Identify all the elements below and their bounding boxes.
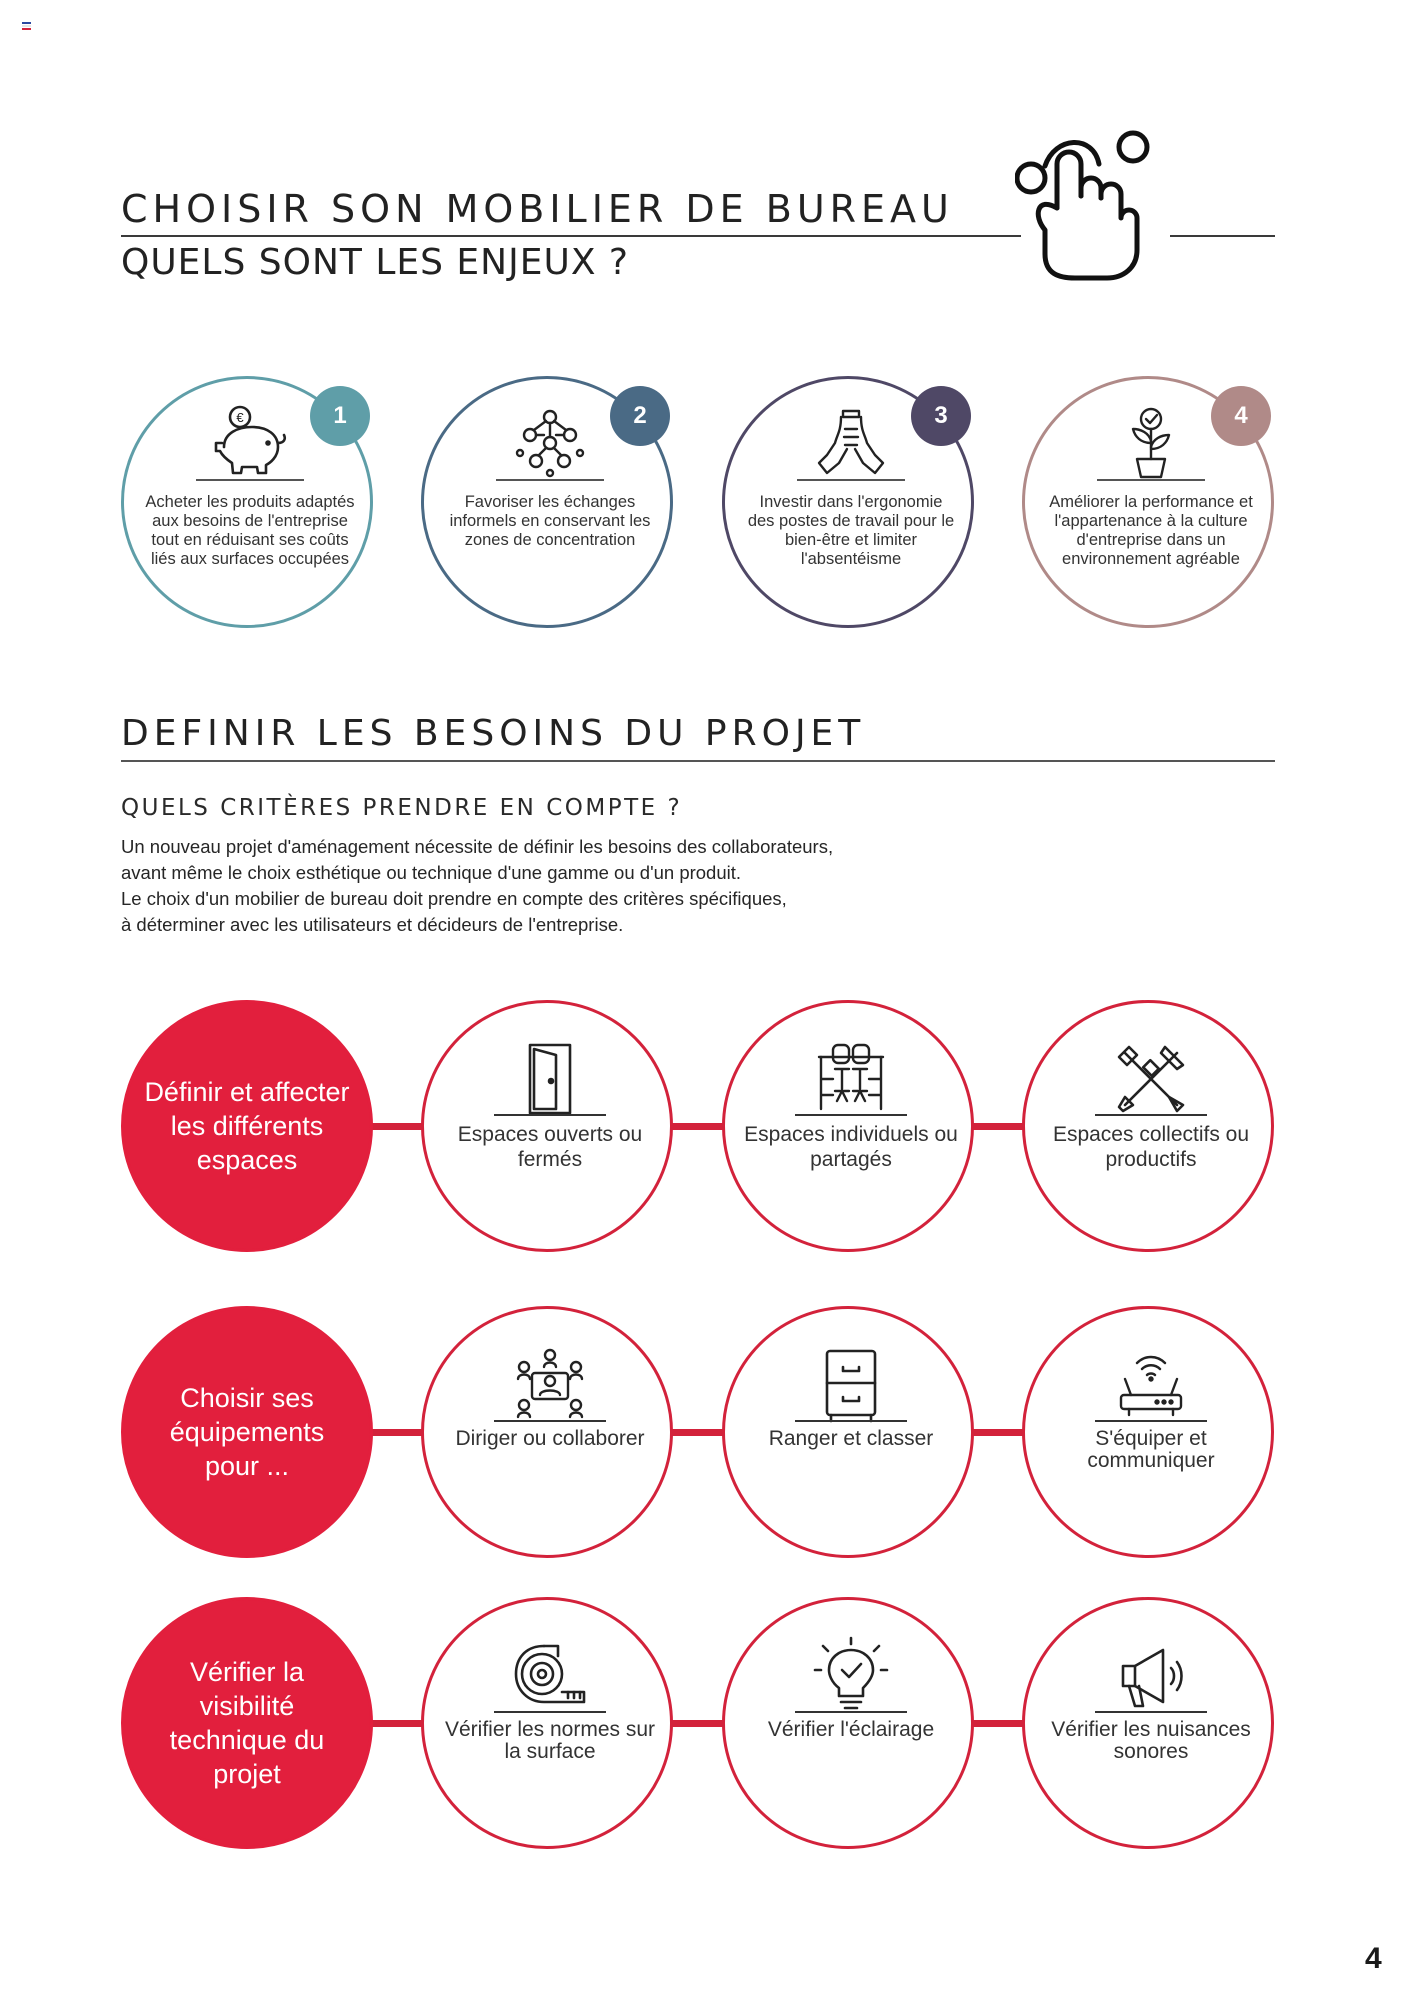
paragraph-line: Le choix d'un mobilier de bureau doit prendre en compte des critères spécifiques, [121, 888, 787, 909]
criterion-circle [722, 1000, 974, 1252]
network-people-icon [510, 403, 590, 483]
criterion-label: Ranger et classer [768, 1427, 934, 1450]
teamwork-hands-icon [811, 403, 891, 483]
divider [196, 479, 304, 481]
criterion-circle [421, 1597, 673, 1849]
number-badge: 4 [1211, 386, 1271, 446]
criterion-label: S'équiper et communiquer [1087, 1427, 1215, 1472]
criterion-circle [722, 1597, 974, 1849]
criterion-label: Vérifier les nuisances sonores [1051, 1718, 1251, 1763]
connector-line [972, 1429, 1024, 1436]
criterion-circle [722, 1306, 974, 1558]
enjeu-card [722, 376, 974, 628]
criteria-row [0, 1306, 1416, 1558]
connector-line [371, 1429, 423, 1436]
connector-line [371, 1720, 423, 1727]
desks-chairs-icon [811, 1039, 891, 1119]
divider [1095, 1711, 1207, 1713]
enjeu-text: Améliorer la performance et l'appartenance à la culture d'entreprise dans un environnement agréable [1049, 493, 1253, 568]
category-circle [121, 1597, 373, 1849]
criteria-row [0, 1597, 1416, 1849]
category-label: Vérifier la visibilité technique du projet [169, 1657, 325, 1789]
connector-line [972, 1123, 1024, 1130]
light-bulb-icon [811, 1636, 891, 1716]
connector-line [671, 1123, 724, 1130]
section-rule [121, 760, 1275, 762]
divider [494, 1711, 606, 1713]
door-icon [510, 1039, 590, 1119]
category-circle [121, 1306, 373, 1558]
megaphone-icon [1111, 1636, 1191, 1716]
enjeu-text: Acheter les produits adaptés aux besoins de l'entreprise tout en réduisant ses coûts liés aux surfaces occupées [145, 493, 355, 568]
section-title: DEFINIR LES BESOINS DU PROJET [121, 713, 866, 754]
divider [795, 1711, 907, 1713]
divider [795, 1420, 907, 1422]
filing-cabinet-icon [811, 1345, 891, 1425]
svg-text:€: € [236, 410, 244, 425]
enjeu-card [121, 376, 373, 628]
divider [1095, 1420, 1207, 1422]
tape-measure-icon [510, 1636, 590, 1716]
enjeu-text: Favoriser les échanges informels en conservant les zones de concentration [449, 493, 651, 549]
intro-paragraph [121, 834, 1021, 938]
main-subtitle: QUELS SONT LES ENJEUX ? [121, 242, 630, 283]
criterion-label: Espaces collectifs ou productifs [1052, 1123, 1250, 1171]
flag-icon [22, 22, 31, 29]
connector-line [671, 1720, 724, 1727]
title-rule-right [1170, 235, 1275, 237]
enjeu-card [1022, 376, 1274, 628]
paragraph-line: à déterminer avec les utilisateurs et décideurs de l'entreprise. [121, 914, 624, 935]
connector-line [371, 1123, 423, 1130]
divider [795, 1114, 907, 1116]
main-title: CHOISIR SON MOBILIER DE BUREAU [121, 187, 954, 231]
criterion-circle [1022, 1306, 1274, 1558]
title-rule-left [121, 235, 1021, 237]
divider [494, 1420, 606, 1422]
paragraph-line: Un nouveau projet d'aménagement nécessite de définir les besoins des collaborateurs, [121, 836, 834, 857]
category-label: Définir et affecter les différents espaces [144, 1077, 350, 1175]
crossed-tools-icon [1111, 1039, 1191, 1119]
criterion-circle [1022, 1000, 1274, 1252]
meeting-table-icon [510, 1345, 590, 1425]
category-circle [121, 1000, 373, 1252]
wifi-router-icon [1111, 1345, 1191, 1425]
criterion-label: Vérifier les normes sur la surface [444, 1718, 656, 1763]
criterion-circle [421, 1306, 673, 1558]
piggy-bank-icon [210, 403, 290, 483]
criterion-circle [1022, 1597, 1274, 1849]
divider [1095, 1114, 1207, 1116]
criterion-label: Diriger ou collaborer [455, 1427, 645, 1450]
page-number: 4 [1365, 1942, 1382, 1975]
section-subtitle: QUELS CRITÈRES PRENDRE EN COMPTE ? [121, 795, 683, 821]
criterion-label: Vérifier l'éclairage [767, 1718, 935, 1741]
enjeu-card [421, 376, 673, 628]
category-label: Choisir ses équipements pour ... [169, 1383, 325, 1481]
connector-line [972, 1720, 1024, 1727]
growing-plant-icon [1111, 403, 1191, 483]
number-badge: 1 [310, 386, 370, 446]
connector-line [671, 1429, 724, 1436]
paragraph-line: avant même le choix esthétique ou technique d'une gamme ou d'un produit. [121, 862, 742, 883]
divider [496, 479, 604, 481]
divider [1097, 479, 1205, 481]
divider [494, 1114, 606, 1116]
criterion-label: Espaces ouverts ou fermés [457, 1123, 643, 1171]
criteria-row [0, 1000, 1416, 1252]
hand-pointer-icon [1015, 126, 1165, 286]
number-badge: 3 [911, 386, 971, 446]
divider [797, 479, 905, 481]
enjeu-text: Investir dans l'ergonomie des postes de travail pour le bien-être et limiter l'absentéisme [747, 493, 955, 568]
number-badge: 2 [610, 386, 670, 446]
criterion-circle [421, 1000, 673, 1252]
criterion-label: Espaces individuels ou partagés [744, 1123, 958, 1171]
